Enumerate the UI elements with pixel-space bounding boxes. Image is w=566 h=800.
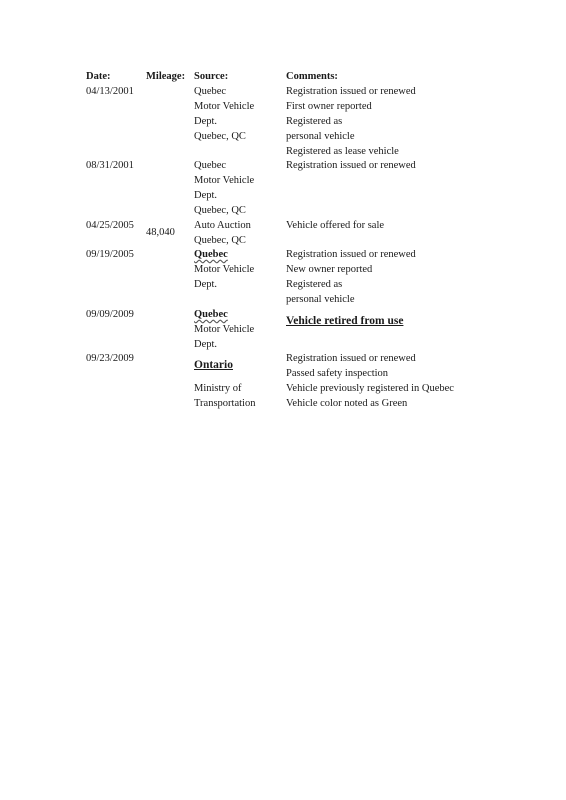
record-comment-line: Passed safety inspection — [286, 368, 389, 379]
record-source-line: Motor Vehicle — [194, 264, 255, 275]
record-source-line: Quebec, QC — [194, 205, 246, 216]
comments-column-header: Comments: — [286, 71, 338, 82]
record-source-line: Motor Vehicle — [194, 324, 255, 335]
record-comment-line: Vehicle offered for sale — [286, 220, 385, 231]
record-source-line: Dept. — [194, 279, 218, 290]
record-comment-line: Registered as — [286, 279, 343, 290]
source-column-header: Source: — [194, 71, 229, 82]
record-comment-line: Registration issued or renewed — [286, 353, 416, 364]
record-source-line: Quebec — [194, 160, 227, 171]
record-comment-line: personal vehicle — [286, 131, 355, 142]
record-date: 04/13/2001 — [86, 86, 134, 97]
record-source-line: Transportation — [194, 398, 256, 409]
mileage-column-header: Mileage: — [146, 71, 186, 82]
record-source-line: Dept. — [194, 116, 218, 127]
record-comment-line: Registered as lease vehicle — [286, 146, 399, 157]
record-comment-line: Vehicle color noted as Green — [286, 398, 408, 409]
record-date: 04/25/2005 — [86, 220, 134, 231]
record-source-line: Quebec, QC — [194, 131, 246, 142]
record-comment-line: Registered as — [286, 116, 343, 127]
record-source-line: Quebec — [194, 309, 228, 320]
record-source-line: Quebec — [194, 249, 228, 260]
record-source-line: Dept. — [194, 190, 218, 201]
record-comment-line: Registration issued or renewed — [286, 86, 416, 97]
record-comment-line: Vehicle retired from use — [286, 315, 404, 327]
record-source-line: Ministry of — [194, 383, 242, 394]
record-source-line: Auto Auction — [194, 220, 251, 231]
date-column-header: Date: — [86, 71, 111, 82]
record-source-line: Ontario — [194, 359, 233, 371]
record-source-line: Motor Vehicle — [194, 101, 255, 112]
record-source-line: Quebec — [194, 86, 227, 97]
record-comment-line: New owner reported — [286, 264, 373, 275]
record-date: 08/31/2001 — [86, 160, 134, 171]
record-comment-line: personal vehicle — [286, 294, 355, 305]
record-comment-line: Registration issued or renewed — [286, 160, 416, 171]
record-date: 09/23/2009 — [86, 353, 134, 364]
record-mileage: 48,040 — [146, 227, 175, 238]
record-source-line: Motor Vehicle — [194, 175, 255, 186]
record-comment-line: Registration issued or renewed — [286, 249, 416, 260]
record-source-line: Quebec, QC — [194, 235, 246, 246]
record-date: 09/09/2009 — [86, 309, 134, 320]
record-source-line: Dept. — [194, 339, 218, 350]
record-comment-line: Vehicle previously registered in Quebec — [286, 383, 454, 394]
record-date: 09/19/2005 — [86, 249, 134, 260]
record-comment-line: First owner reported — [286, 101, 372, 112]
